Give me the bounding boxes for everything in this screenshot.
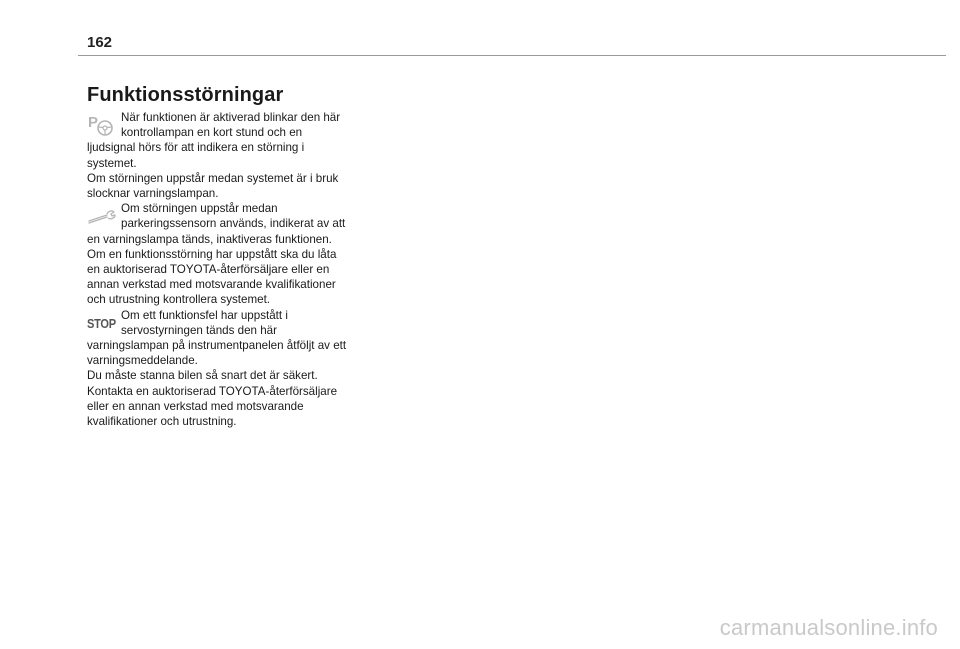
paragraph-1-block — [87, 110, 349, 171]
page-number: 162 — [87, 34, 113, 51]
body-text — [87, 110, 349, 429]
paragraph-5-block — [87, 308, 349, 369]
stop-warning-icon — [87, 308, 121, 337]
watermark: carmanualsonline.info — [719, 615, 938, 640]
wrench-icon — [87, 201, 121, 230]
section-title: Funktionsstörningar — [87, 84, 284, 106]
header-rule — [78, 55, 946, 56]
paragraph-5: Om ett funktionsfel har uppstått i servostyrningen tänds den här varningslampan på instrumentpanelen åtföljt av ett varningsmeddelande. — [87, 308, 347, 368]
paragraph-2: Om störningen uppstår medan systemet är i bruk slocknar varningslampan. — [87, 171, 339, 201]
stop-label: STOP — [87, 315, 116, 331]
paragraph-6: Du måste stanna bilen så snart det är säkert. Kontakta en auktoriserad TOYOTA-återförsäljare eller en annan verkstad med motsvarande kvalifikationer och utrustning. — [87, 369, 338, 429]
paragraph-1: När funktionen är aktiverad blinkar den här kontrollampan en kort stund och en ljudsignal hörs för att indikera en störning i systemet. — [87, 111, 341, 170]
paragraph-3-block — [87, 201, 349, 247]
parking-steering-warning-icon — [87, 110, 121, 139]
paragraph-3: Om störningen uppstår medan parkeringssensorn används, indikerat av att en varningslampa tänds, inaktiveras funktionen. — [87, 202, 346, 246]
svg-text:P: P — [88, 113, 99, 131]
paragraph-4: Om en funktionsstörning har uppstått ska du låta en auktoriserad TOYOTA-återförsäljare eller en annan verkstad med motsvarande kvalifikationer och utrustning kontrollera systemet. — [87, 247, 337, 307]
